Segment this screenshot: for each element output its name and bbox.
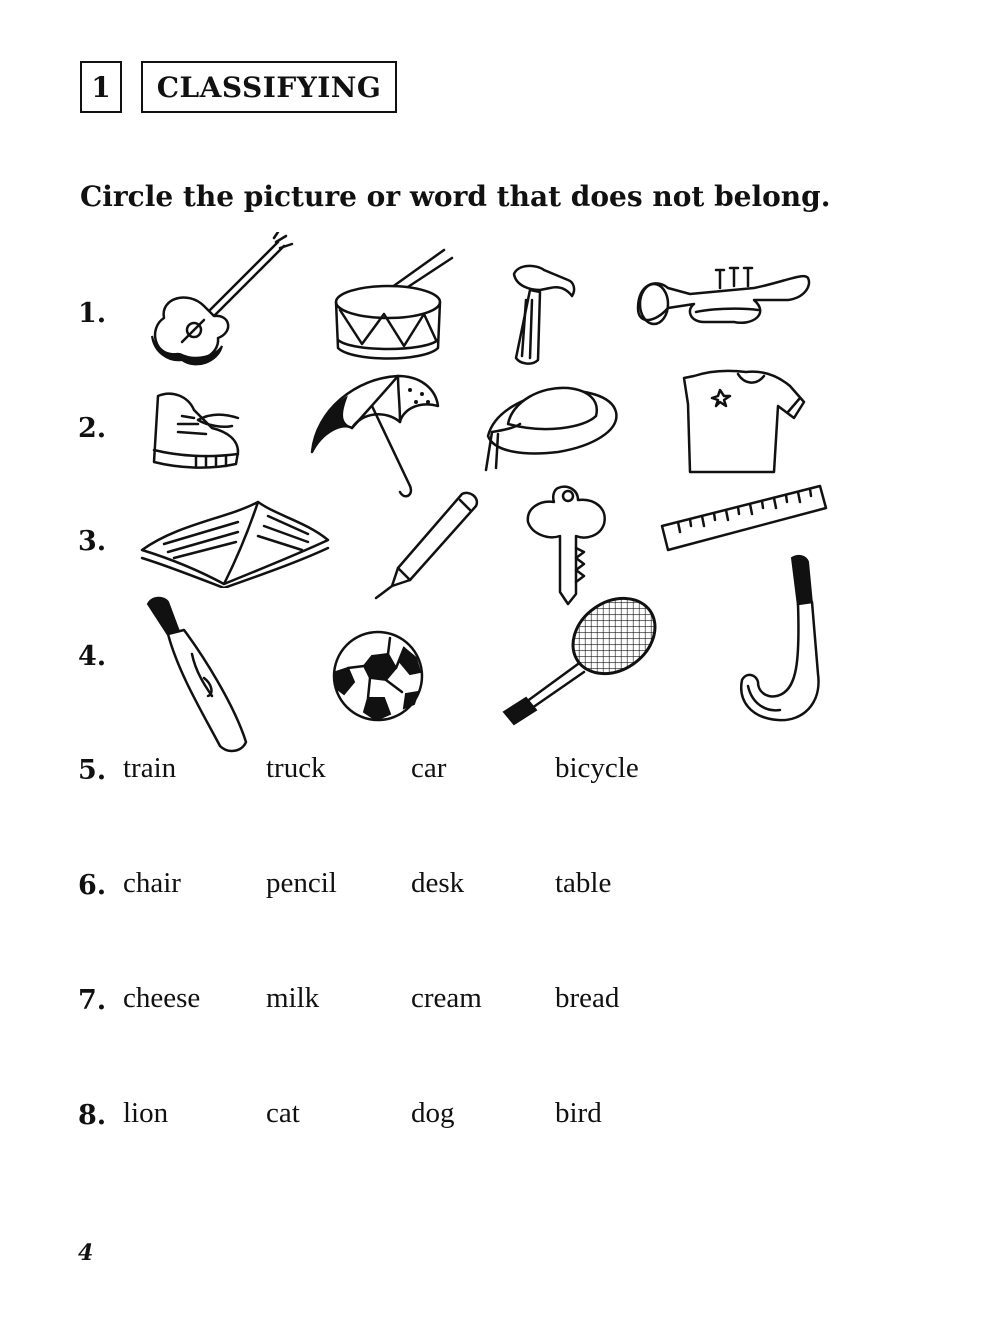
- word-lion[interactable]: lion: [123, 1097, 169, 1129]
- tshirt-icon[interactable]: [682, 368, 808, 476]
- trumpet-icon[interactable]: [634, 264, 814, 336]
- word-desk[interactable]: desk: [411, 867, 465, 899]
- row-number-5: 5.: [78, 755, 107, 786]
- word-milk[interactable]: milk: [266, 982, 320, 1014]
- section-title: CLASSIFYING: [141, 61, 397, 113]
- soccer-ball-icon[interactable]: [328, 628, 428, 724]
- hammer-icon[interactable]: [500, 260, 582, 368]
- row-number-6: 6.: [78, 870, 107, 901]
- umbrella-icon[interactable]: [306, 370, 442, 502]
- word-cheese[interactable]: cheese: [123, 982, 201, 1014]
- row-number-1: 1.: [78, 298, 107, 329]
- row-number-8: 8.: [78, 1100, 107, 1131]
- ruler-icon[interactable]: [658, 480, 828, 556]
- cricket-bat-icon[interactable]: [142, 594, 250, 756]
- section-number: 1: [80, 61, 122, 113]
- page-number: 4: [78, 1240, 94, 1266]
- word-bicycle[interactable]: bicycle: [555, 752, 639, 784]
- instruction-text: Circle the picture or word that does not belong.: [80, 180, 831, 213]
- word-dog[interactable]: dog: [411, 1097, 455, 1129]
- sneaker-icon[interactable]: [148, 390, 244, 474]
- word-truck[interactable]: truck: [266, 752, 326, 784]
- word-cream[interactable]: cream: [411, 982, 482, 1014]
- row-number-3: 3.: [78, 526, 107, 557]
- row-number-2: 2.: [78, 413, 107, 444]
- word-car[interactable]: car: [411, 752, 447, 784]
- row-number-4: 4.: [78, 641, 107, 672]
- word-table[interactable]: table: [555, 867, 612, 899]
- word-pencil[interactable]: pencil: [266, 867, 337, 899]
- word-bread[interactable]: bread: [555, 982, 620, 1014]
- word-train[interactable]: train: [123, 752, 177, 784]
- word-chair[interactable]: chair: [123, 867, 181, 899]
- word-bird[interactable]: bird: [555, 1097, 602, 1129]
- pencil-icon[interactable]: [372, 488, 484, 602]
- hockey-stick-icon[interactable]: [736, 554, 826, 724]
- key-icon[interactable]: [524, 482, 612, 610]
- row-number-7: 7.: [78, 985, 107, 1016]
- tennis-racket-icon[interactable]: [498, 594, 664, 726]
- book-icon[interactable]: [138, 496, 332, 588]
- drum-icon[interactable]: [336, 250, 452, 359]
- hat-icon[interactable]: [484, 382, 620, 474]
- word-cat[interactable]: cat: [266, 1097, 300, 1129]
- guitar-icon[interactable]: [148, 232, 298, 372]
